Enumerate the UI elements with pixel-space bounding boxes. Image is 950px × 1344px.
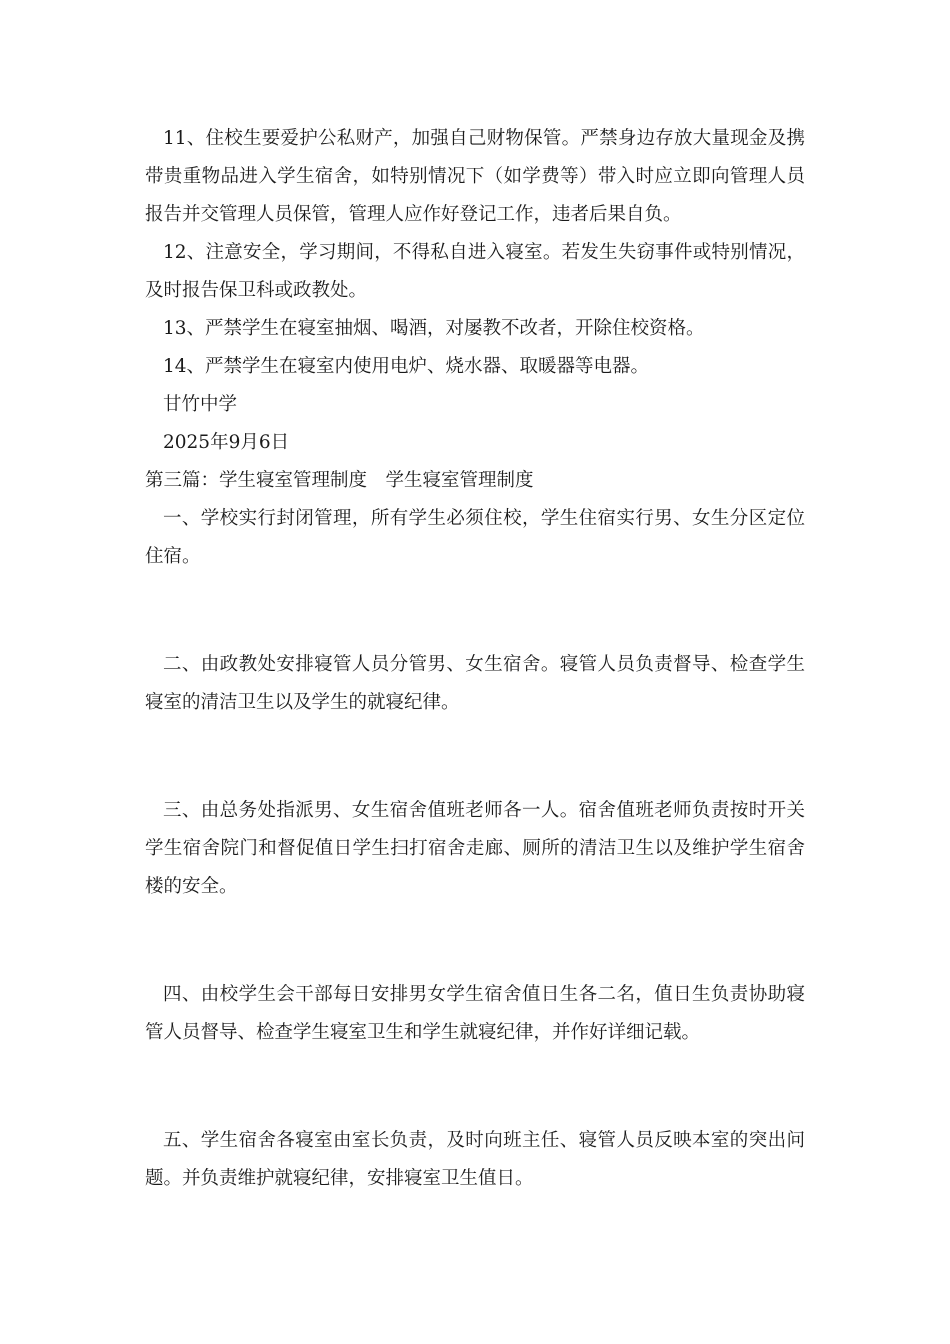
rule-paragraph-12: 12、注意安全，学习期间，不得私自进入寝室。若发生失窃事件或特别情况，及时报告保卫科或政教处。 — [145, 242, 805, 301]
section-heading: 第三篇：学生寝室管理制度 学生寝室管理制度 — [145, 470, 534, 491]
signature-date: 2025年9月6日 — [163, 432, 290, 453]
rule-paragraph-13: 13、严禁学生在寝室抽烟、喝酒，对屡教不改者，开除住校资格。 — [163, 318, 705, 339]
rule-paragraph-14: 14、严禁学生在寝室内使用电炉、烧水器、取暖器等电器。 — [163, 356, 650, 377]
article-paragraph-1: 一、学校实行封闭管理，所有学生必须住校，学生住宿实行男、女生分区定位住宿。 — [145, 508, 805, 567]
document-body — [145, 120, 805, 1198]
article-paragraph-3: 三、由总务处指派男、女生宿舍值班老师各一人。宿舍值班老师负责按时开关学生宿舍院门和督促值日学生扫打宿舍走廊、厕所的清洁卫生以及维护学生宿舍楼的安全。 — [145, 800, 805, 897]
signature-organization: 甘竹中学 — [163, 394, 238, 415]
article-paragraph-2: 二、由政教处安排寝管人员分管男、女生宿舍。寝管人员负责督导、检查学生寝室的清洁卫生以及学生的就寝纪律。 — [145, 654, 805, 713]
article-paragraph-5: 五、学生宿舍各寝室由室长负责，及时向班主任、寝管人员反映本室的突出问题。并负责维护就寝纪律，安排寝室卫生值日。 — [145, 1130, 805, 1189]
article-paragraph-4: 四、由校学生会干部每日安排男女学生宿舍值日生各二名，值日生负责协助寝管人员督导、检查学生寝室卫生和学生就寝纪律，并作好详细记载。 — [145, 984, 805, 1043]
rule-paragraph-11: 11、住校生要爱护公私财产，加强自己财物保管。严禁身边存放大量现金及携带贵重物品进入学生宿舍，如特别情况下（如学费等）带入时应立即向管理人员报告并交管理人员保管，管理人应作好登记工作，违者后果自负。 — [145, 128, 805, 225]
